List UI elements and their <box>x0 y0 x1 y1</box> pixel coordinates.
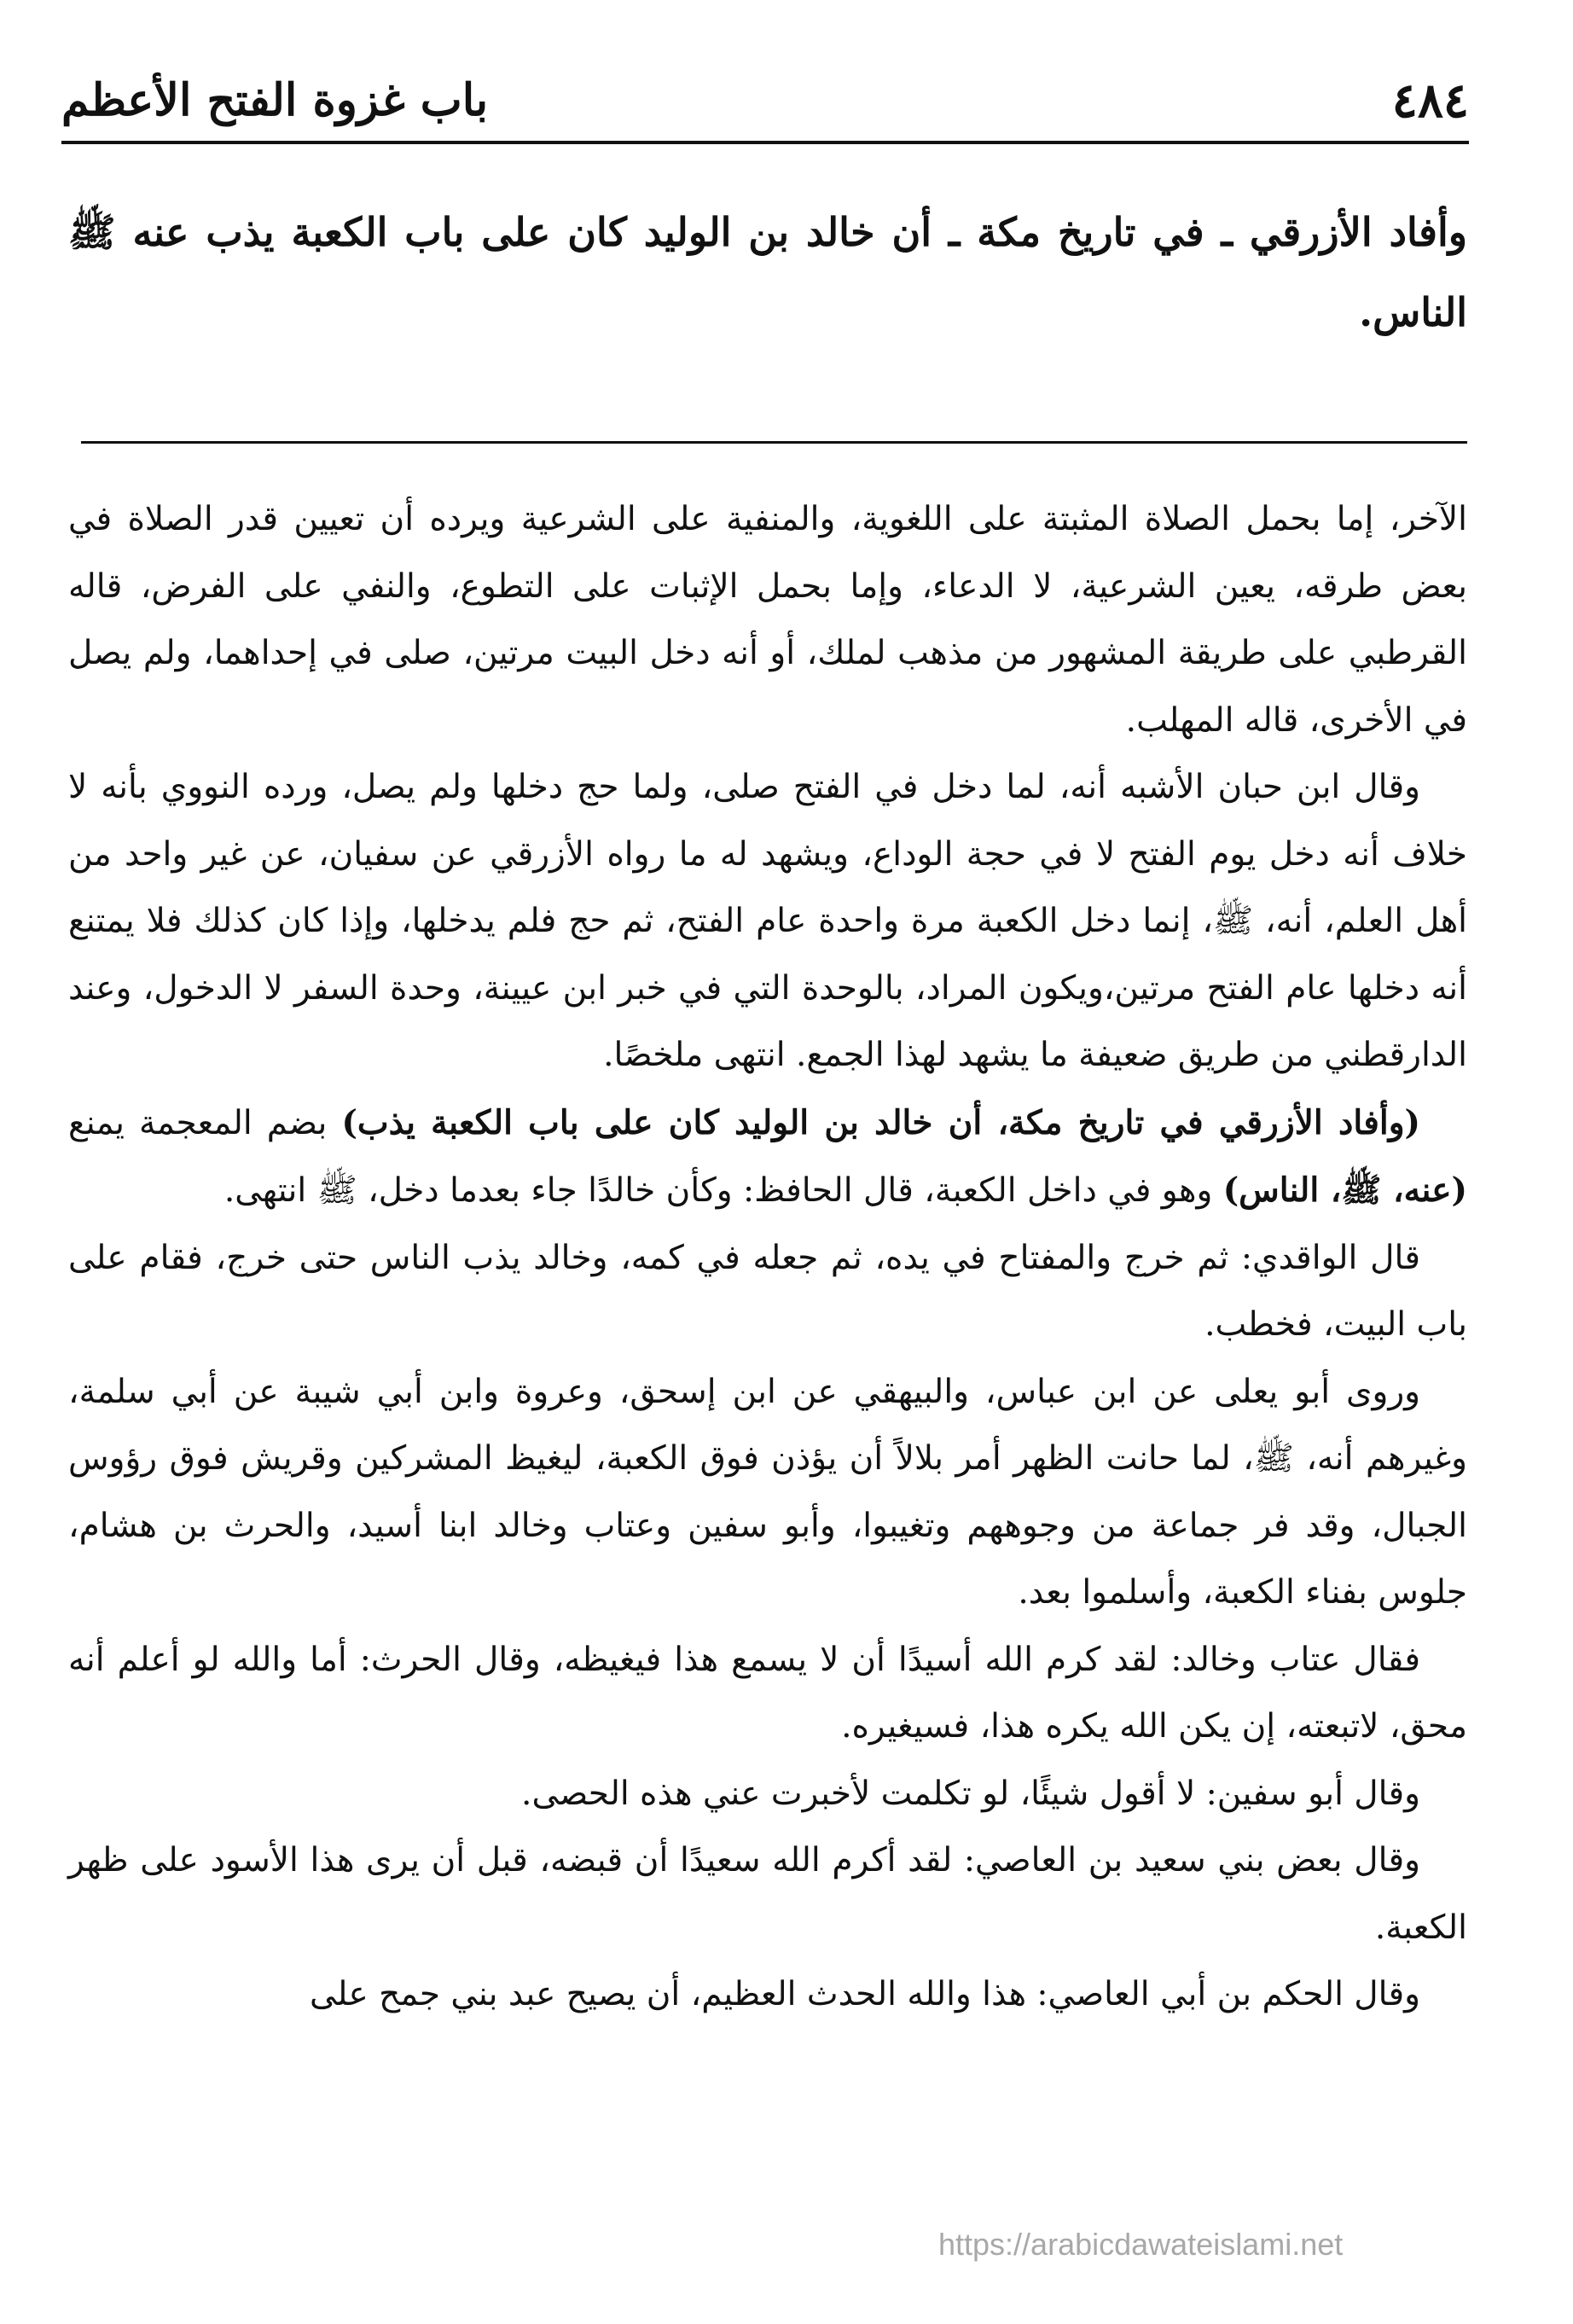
main-text <box>68 192 1467 352</box>
commentary-text: قال الواقدي: ثم خرج والمفتاح في يده، ثم جعله في كمه، وخالد يذب الناس حتى خرج، فقام على باب البيت، فخطب. <box>68 1238 1467 1344</box>
watermark: https://arabicdawateislami.net <box>938 2227 1344 2262</box>
commentary-text: وقال ابن حبان الأشبه أنه، لما دخل في الفتح صلى، ولما حج دخلها ولم يصل، ورده النووي بأنه لا خلاف أنه دخل يوم الفتح لا في حجة الوداع، ويشهد له ما رواه الأزرقي عن سفيان، عن غير واحد من أهل العلم، أنه، ﷺ، إنما دخل الكعبة مرة واحدة عام الفتح، ثم حج فلم يدخلها، وإذا كان كذلك فلا يمتنع أنه دخلها عام الفتح مرتين،ويكون المراد، بالوحدة التي في خبر ابن عيينة، وحدة السفر لا الدخول، وعند الدارقطني من طريق ضعيفة ما يشهد لهذا الجمع. انتهى ملخصًا. <box>68 768 1467 1074</box>
commentary-paragraph <box>68 1225 1467 1359</box>
commentary-paragraph <box>68 754 1467 1089</box>
main-paragraph: وأفاد الأزرقي ـ في تاريخ مكة ـ أن خالد بن الوليد كان على باب الكعبة يذب عنه ﷺ الناس. <box>68 209 1467 335</box>
quoted-main-text: (عنه، ﷺ، الناس) <box>1222 1171 1467 1210</box>
commentary-text: وهو في داخل الكعبة، قال الحافظ: وكأن خالدًا جاء بعدما دخل، ﷺ انتهى. <box>223 1171 1223 1210</box>
page-number: ٤٨٤ <box>1391 73 1469 129</box>
commentary-text: وروى أبو يعلى عن ابن عباس، والبيهقي عن ابن إسحق، وعروة وابن أبي شيبة عن أبي سلمة، وغيرهم أنه، ﷺ، لما حانت الظهر أمر بلالاً أن يؤذن فوق الكعبة، ليغيظ المشركين وقريش فوق رؤوس الجبال، وقد فر جماعة من وجوههم وتغيبوا، وأبو سفين وعتاب وخالد ابنا أسيد، والحرث بن هشام، جلوس بفناء الكعبة، وأسلموا بعد. <box>68 1372 1467 1612</box>
commentary-paragraph <box>68 1827 1467 1961</box>
commentary-separator <box>81 441 1467 444</box>
running-title: باب غزوة الفتح الأعظم <box>61 74 489 126</box>
commentary-paragraph <box>68 486 1467 754</box>
commentary-text: بضم المعجمة يمنع <box>68 1103 342 1142</box>
commentary-text: وقال الحكم بن أبي العاصي: هذا والله الحدث العظيم، أن يصيح عبد بني جمح على <box>310 1975 1420 2013</box>
commentary-paragraph <box>68 1761 1467 1828</box>
quoted-main-text: (وأفاد الأزرقي في تاريخ مكة، أن خالد بن الوليد كان على باب الكعبة يذب) <box>341 1102 1420 1142</box>
commentary <box>68 486 1467 2029</box>
header-rule <box>61 141 1469 144</box>
commentary-paragraph <box>68 1089 1467 1225</box>
commentary-text: الآخر، إما بحمل الصلاة المثبتة على اللغوية، والمنفية على الشرعية ويرده أن تعيين قدر الصلاة في بعض طرقه، يعين الشرعية، لا الدعاء، وإما بحمل الإثبات على التطوع، والنفي على الفرض، قاله القرطبي على طريقة المشهور من مذهب لملك، أو أنه دخل البيت مرتين، صلى في إحداهما، ولم يصل في الأخرى، قاله المهلب. <box>68 500 1467 740</box>
commentary-paragraph <box>68 1627 1467 1761</box>
commentary-text: فقال عتاب وخالد: لقد كرم الله أسيدًا أن لا يسمع هذا فيغيظه، وقال الحرث: أما والله لو أعلم أنه محق، لاتبعته، إن يكن الله يكره هذا، فسيغيره. <box>68 1640 1467 1746</box>
commentary-paragraph <box>68 1359 1467 1627</box>
page-header <box>61 67 1469 145</box>
commentary-text: وقال بعض بني سعيد بن العاصي: لقد أكرم الله سعيدًا أن قبضه، قبل أن يرى هذا الأسود على ظهر الكعبة. <box>68 1841 1467 1947</box>
commentary-paragraph <box>68 1961 1467 2029</box>
commentary-text: وقال أبو سفين: لا أقول شيئًا، لو تكلمت لأخبرت عني هذه الحصى. <box>521 1774 1420 1813</box>
